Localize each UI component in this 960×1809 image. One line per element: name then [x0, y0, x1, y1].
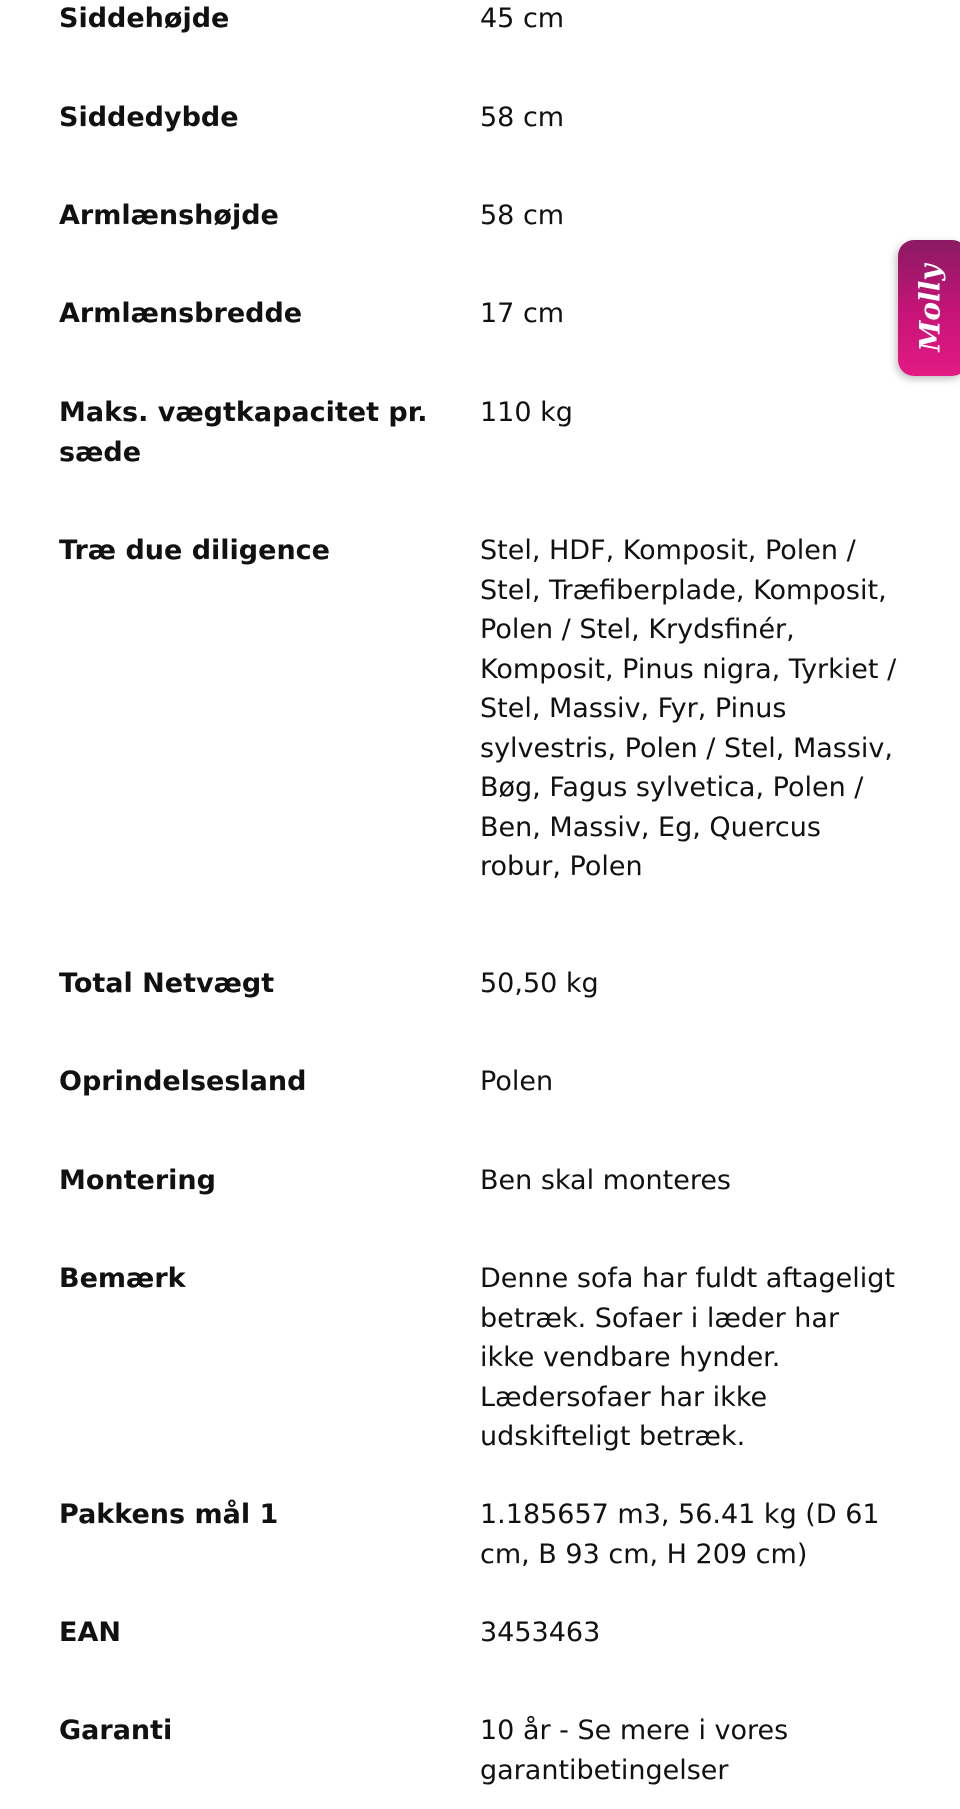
spec-value: Ben skal monteres [480, 1165, 732, 1196]
spec-label: EAN [59, 1617, 121, 1648]
spec-value: Denne sofa har fuldt aftageligt betræk. Sofaer i læder har ikke vendbare hynder. Lædersofaer har ikke udskifteligt betræk. [480, 1263, 895, 1452]
spec-value: 58 cm [480, 200, 565, 231]
spec-value: 3453463 [480, 1617, 601, 1648]
spec-label: Maks. vægtkapacitet pr. sæde [59, 397, 428, 468]
spec-label: Pakkens mål 1 [59, 1499, 279, 1530]
spec-label: Armlænshøjde [59, 200, 279, 231]
spec-value: 58 cm [480, 102, 565, 133]
spec-label: Træ due diligence [59, 535, 330, 566]
spec-label: Montering [59, 1165, 216, 1196]
spec-value: Polen [480, 1066, 554, 1097]
spec-value: Stel, HDF, Komposit, Polen / Stel, Træfiberplade, Komposit, Polen / Stel, Krydsfinér, Komposit, Pinus nigra, Tyrkiet / Stel, Massiv, Fyr, Pinus sylvestris, Polen / Stel, Massiv, Bøg, Fagus sylvetica, Polen / Ben, Massiv, Eg, Quercus robur, Polen [480, 535, 897, 882]
molly-chat-button[interactable] [898, 240, 960, 376]
spec-label: Oprindelsesland [59, 1066, 307, 1097]
spec-label: Siddedybde [59, 102, 239, 133]
spec-value: 1.185657 m3, 56.41 kg (D 61 cm, B 93 cm, H 209 cm) [480, 1499, 880, 1570]
spec-value: 10 år - Se mere i vores garantibetingelser [480, 1715, 789, 1786]
spec-value: 110 kg [480, 397, 573, 428]
spec-label: Garanti [59, 1715, 173, 1746]
spec-value: 45 cm [480, 3, 565, 34]
spec-label: Armlænsbredde [59, 298, 303, 329]
spec-value: 17 cm [480, 298, 565, 329]
spec-label: Total Netvægt [59, 968, 275, 999]
molly-chat-label: Molly [913, 264, 947, 352]
spec-label: Bemærk [59, 1263, 186, 1294]
spec-value: 50,50 kg [480, 968, 599, 999]
spec-label: Siddehøjde [59, 3, 230, 34]
